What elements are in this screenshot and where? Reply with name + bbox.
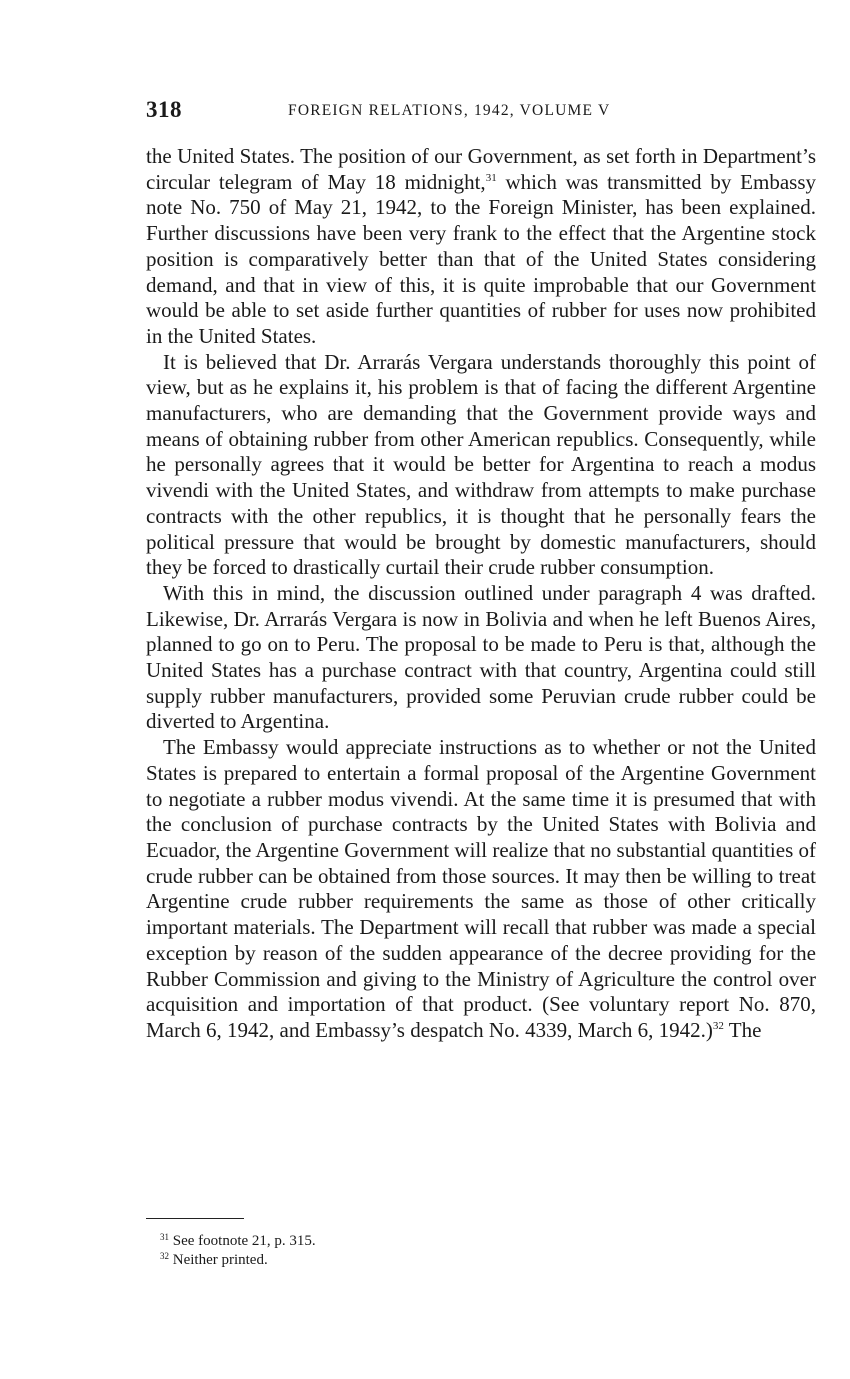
footnotes [160,1232,560,1270]
footnote-reference: 32 [712,1019,724,1032]
paragraph: With this in mind, the discussion outlined under paragraph 4 was drafted. Likewise, Dr. Arrarás Vergara is now in Bolivia and when he left Buenos Aires, planned to go on to Peru. The proposal to be made to Peru is that, although the United States has a purchase contract with that country, Argentina could still supply rubber manufacturers, provided some Peruvian crude rubber could be diverted to Argentina. [146,580,816,734]
running-head: FOREIGN RELATIONS, 1942, VOLUME V [288,102,611,119]
footnote-text: See footnote 21, p. 315. [172,1233,316,1249]
footnote-reference: 31 [485,171,497,184]
footnote [160,1232,560,1251]
page-header [146,97,816,127]
paragraph: The Embassy would appreciate instructions as to whether or not the United States is prepared to entertain a formal proposal of the Argentine Government to negotiate a rubber modus vivendi. At the same time it is presumed that with the conclusion of purchase contracts by the United States with Bolivia and Ecuador, the Argentine Government will realize that no substantial quantities of crude rubber can be obtained from those sources. It may then be willing to treat Argentine crude rubber requirements the same as those of other critically important materials. The Department will recall that rubber was made a special exception by reason of the sudden appearance of the decree providing for the Rubber Commission and giving to the Ministry of Agriculture the control over acquisition and importation of that product. (See voluntary report No. 870, March 6, 1942, and Embassy’s despatch No. 4339, March 6, 1942.)$^{32}$ The [146,735,817,1042]
footnote-text: Neither printed. [172,1252,268,1268]
footnote [160,1251,560,1270]
footnote-mark: 32 [160,1251,169,1261]
page-number: 318 [146,97,182,122]
paragraph: It is believed that Dr. Arrarás Vergara understands thoroughly this point of view, but as he explains it, his problem is that of facing the different Argentine manufacturers, who are demanding that the Government provide ways and means of obtaining rubber from other American republics. Consequently, while he personally agrees that it would be better for Argentina to reach a modus vivendi with the United States, and withdraw from attempts to make purchase contracts with the other republics, it is thought that he personally fears the political pressure that would be brought by domestic manufacturers, should they be forced to drastically curtail their crude rubber consumption. [146,349,816,580]
footnote-mark: 31 [160,1232,169,1242]
paragraph: the United States. The position of our Government, as set forth in Department’s circular telegram of May 18 midnight,$^{31}$ which was transmitted by Embassy note No. 750 of May 21, 1942, to the Foreign Minister, has been explained. Further discussions have been very frank to the effect that the Argentine stock position is comparatively better than that of the United States considering demand, and that in view of this, it is quite improbable that our Government would be able to set aside further quantities of rubber for uses now prohibited in the United States. [146,144,816,348]
footnote-divider [146,1218,244,1219]
body-text [146,144,816,1044]
